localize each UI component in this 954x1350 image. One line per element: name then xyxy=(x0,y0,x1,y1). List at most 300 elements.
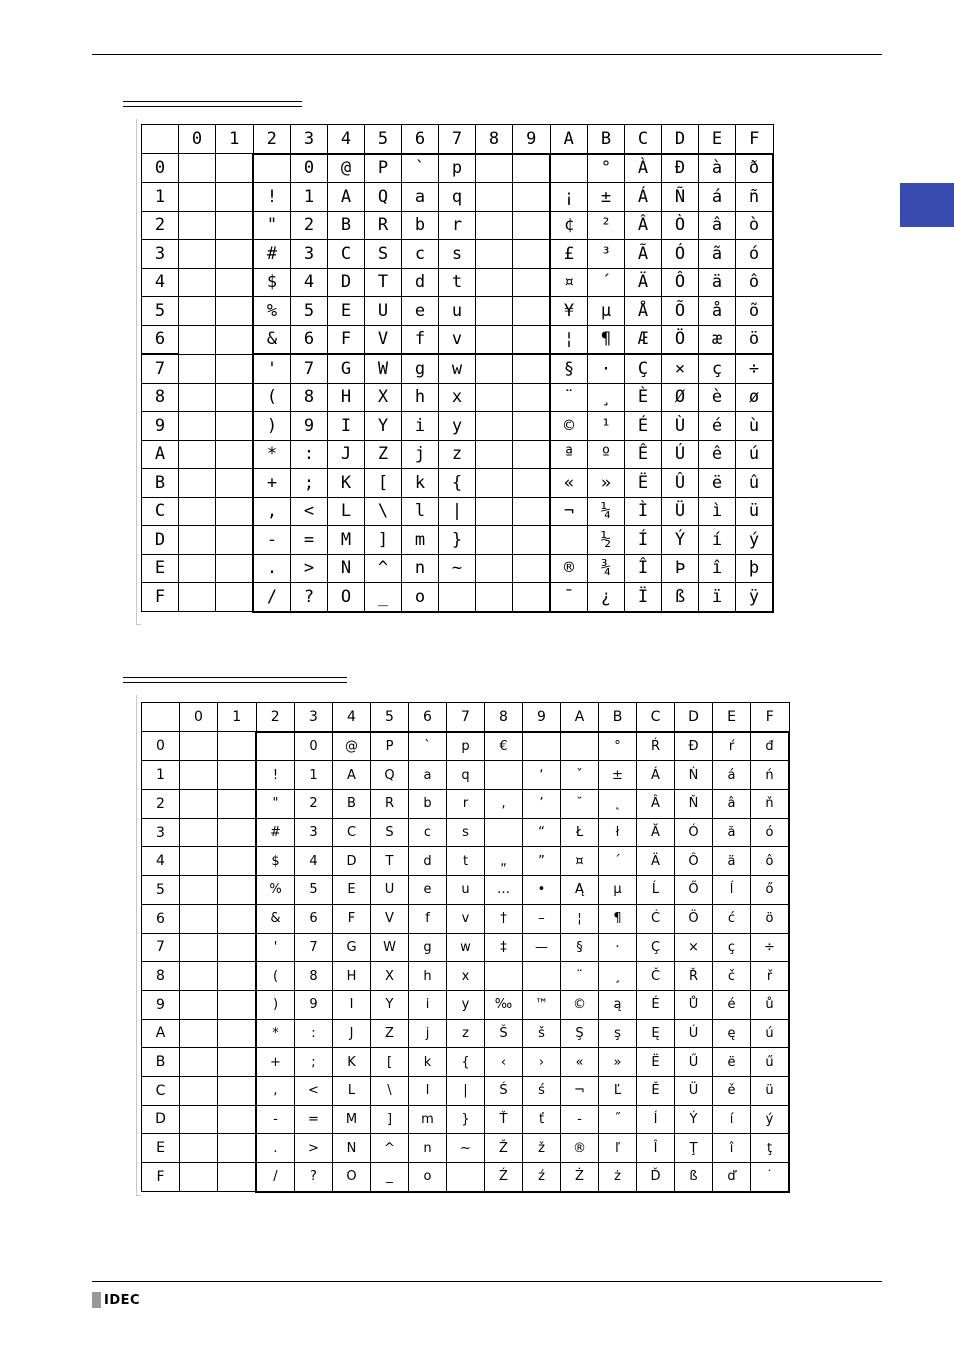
char-cell: Æ xyxy=(625,325,662,354)
char-cell: } xyxy=(439,526,476,555)
column-header: 2 xyxy=(256,703,295,732)
table-row xyxy=(142,554,774,583)
char-cell xyxy=(513,325,551,354)
char-cell: c xyxy=(409,818,447,847)
char-cell: Á xyxy=(625,183,662,212)
column-header: 7 xyxy=(447,703,485,732)
char-cell: E xyxy=(333,876,371,905)
char-cell: – xyxy=(523,904,561,933)
char-cell: Ń xyxy=(675,761,713,790)
char-cell: Q xyxy=(371,761,409,790)
char-cell: 8 xyxy=(295,962,333,991)
char-cell: « xyxy=(561,1048,599,1077)
char-cell xyxy=(476,297,513,326)
char-cell: â xyxy=(713,790,751,819)
row-header: F xyxy=(142,1163,180,1192)
char-cell: ° xyxy=(588,154,625,183)
char-cell xyxy=(513,412,551,441)
char-cell: å xyxy=(699,297,736,326)
char-cell xyxy=(513,240,551,269)
char-cell: Ú xyxy=(662,440,699,469)
row-header: 9 xyxy=(142,412,179,441)
char-cell: $ xyxy=(256,847,295,876)
char-cell: Ż xyxy=(561,1163,599,1192)
char-cell: M xyxy=(328,526,365,555)
char-cell xyxy=(179,183,216,212)
char-cell: N xyxy=(333,1134,371,1163)
char-cell: ë xyxy=(699,469,736,498)
char-cell: Ù xyxy=(662,412,699,441)
char-cell: ¦ xyxy=(561,904,599,933)
char-cell: ä xyxy=(699,268,736,297)
chapter-tab[interactable] xyxy=(900,183,954,227)
char-cell xyxy=(513,354,551,383)
char-cell: V xyxy=(365,325,402,354)
char-cell xyxy=(216,583,254,612)
char-cell: û xyxy=(736,469,774,498)
char-cell: 5 xyxy=(291,297,328,326)
char-cell xyxy=(216,297,254,326)
char-cell: ź xyxy=(523,1163,561,1192)
char-cell: ˝ xyxy=(599,1105,637,1134)
char-cell: ? xyxy=(291,583,328,612)
char-cell xyxy=(216,211,254,240)
char-cell: * xyxy=(253,440,291,469)
char-cell: Í xyxy=(625,526,662,555)
char-cell: ñ xyxy=(736,183,774,212)
char-cell: ~ xyxy=(439,554,476,583)
char-cell: R xyxy=(371,790,409,819)
char-cell: ( xyxy=(253,383,291,412)
char-cell: F xyxy=(333,904,371,933)
char-cell: ˘ xyxy=(561,790,599,819)
char-cell: ¤ xyxy=(561,847,599,876)
header-rule xyxy=(92,54,882,55)
char-cell: ò xyxy=(736,211,774,240)
char-cell: y xyxy=(447,990,485,1019)
char-cell: > xyxy=(295,1134,333,1163)
char-cell: T xyxy=(365,268,402,297)
char-cell: - xyxy=(561,1105,599,1134)
row-header: 4 xyxy=(142,847,180,876)
char-cell: Ş xyxy=(561,1019,599,1048)
row-header: 1 xyxy=(142,761,180,790)
char-cell: O xyxy=(333,1163,371,1192)
char-cell: " xyxy=(253,211,291,240)
char-cell xyxy=(513,469,551,498)
char-cell: º xyxy=(588,440,625,469)
char-cell: ¶ xyxy=(599,904,637,933)
char-cell: . xyxy=(253,554,291,583)
char-cell: Ř xyxy=(675,962,713,991)
char-cell: y xyxy=(439,412,476,441)
column-header: E xyxy=(699,125,736,154)
char-cell xyxy=(179,469,216,498)
char-cell: u xyxy=(447,876,485,905)
char-cell xyxy=(476,268,513,297)
char-cell: d xyxy=(402,268,439,297)
char-cell: ˙ xyxy=(751,1163,790,1192)
char-cell: « xyxy=(550,469,588,498)
char-cell xyxy=(513,583,551,612)
column-header: 0 xyxy=(179,125,216,154)
column-header: A xyxy=(561,703,599,732)
char-cell xyxy=(513,383,551,412)
char-cell: € xyxy=(485,732,523,761)
char-cell: / xyxy=(256,1163,295,1192)
char-cell xyxy=(180,904,218,933)
char-cell: ¿ xyxy=(588,583,625,612)
char-cell: : xyxy=(291,440,328,469)
char-cell: s xyxy=(447,818,485,847)
char-cell: ö xyxy=(751,904,790,933)
char-cell: % xyxy=(253,297,291,326)
char-cell: Ú xyxy=(675,1019,713,1048)
char-cell: # xyxy=(256,818,295,847)
char-cell: ' xyxy=(256,933,295,962)
char-cell xyxy=(513,554,551,583)
char-cell: d xyxy=(409,847,447,876)
char-cell: Ü xyxy=(675,1076,713,1105)
column-header: F xyxy=(736,125,774,154)
char-cell xyxy=(476,154,513,183)
char-cell: ś xyxy=(523,1076,561,1105)
char-cell xyxy=(218,761,257,790)
column-header: D xyxy=(662,125,699,154)
char-cell: » xyxy=(588,469,625,498)
char-cell: ţ xyxy=(751,1134,790,1163)
char-cell: ± xyxy=(588,183,625,212)
char-cell: ³ xyxy=(588,240,625,269)
char-cell: T xyxy=(371,847,409,876)
column-header: B xyxy=(588,125,625,154)
char-cell: Ó xyxy=(662,240,699,269)
row-header: A xyxy=(142,440,179,469)
char-cell: Y xyxy=(365,412,402,441)
char-cell: J xyxy=(328,440,365,469)
char-cell: G xyxy=(333,933,371,962)
char-cell xyxy=(179,554,216,583)
char-cell: f xyxy=(409,904,447,933)
table-row xyxy=(142,962,790,991)
char-cell xyxy=(218,962,257,991)
char-cell: ~ xyxy=(447,1134,485,1163)
char-cell: r xyxy=(439,211,476,240)
row-header: 0 xyxy=(142,732,180,761)
column-header: 3 xyxy=(295,703,333,732)
char-cell: é xyxy=(713,990,751,1019)
char-cell: - xyxy=(253,526,291,555)
char-cell: F xyxy=(328,325,365,354)
row-header: C xyxy=(142,1076,180,1105)
char-cell xyxy=(476,440,513,469)
char-cell xyxy=(218,1163,257,1192)
char-cell: Â xyxy=(625,211,662,240)
char-cell: ‚ xyxy=(485,790,523,819)
table-row xyxy=(142,383,774,412)
char-cell: H xyxy=(333,962,371,991)
char-cell: C xyxy=(333,818,371,847)
char-cell xyxy=(513,211,551,240)
char-cell: ň xyxy=(751,790,790,819)
char-cell xyxy=(447,1163,485,1192)
char-cell: J xyxy=(333,1019,371,1048)
char-cell: ¨ xyxy=(550,383,588,412)
char-cell xyxy=(476,583,513,612)
char-cell: ` xyxy=(409,732,447,761)
logo-text: IDEC xyxy=(104,1292,141,1308)
char-cell: ę xyxy=(713,1019,751,1048)
char-cell: ; xyxy=(295,1048,333,1077)
column-header: E xyxy=(713,703,751,732)
char-cell: Ź xyxy=(485,1163,523,1192)
char-cell xyxy=(179,268,216,297)
char-cell: ç xyxy=(713,933,751,962)
char-cell: [ xyxy=(365,469,402,498)
row-header: 5 xyxy=(142,297,179,326)
char-cell: v xyxy=(439,325,476,354)
char-cell xyxy=(253,154,291,183)
char-cell: ° xyxy=(599,732,637,761)
char-cell: Ð xyxy=(662,154,699,183)
char-cell: ű xyxy=(751,1048,790,1077)
char-cell: Ñ xyxy=(662,183,699,212)
char-cell: ‘ xyxy=(523,761,561,790)
char-cell xyxy=(523,962,561,991)
char-cell xyxy=(180,876,218,905)
char-cell: w xyxy=(447,933,485,962)
char-cell xyxy=(513,154,551,183)
char-cell: Ì xyxy=(625,497,662,526)
char-cell: , xyxy=(256,1076,295,1105)
char-cell xyxy=(523,732,561,761)
char-cell xyxy=(513,268,551,297)
char-cell: _ xyxy=(371,1163,409,1192)
char-cell: l xyxy=(409,1076,447,1105)
column-header: 9 xyxy=(523,703,561,732)
char-cell xyxy=(216,154,254,183)
char-cell: k xyxy=(402,469,439,498)
char-cell: 3 xyxy=(295,818,333,847)
char-cell: z xyxy=(447,1019,485,1048)
char-cell: Ø xyxy=(662,383,699,412)
char-cell: ş xyxy=(599,1019,637,1048)
char-cell: è xyxy=(699,383,736,412)
char-cell: + xyxy=(256,1048,295,1077)
char-cell xyxy=(179,297,216,326)
char-cell xyxy=(439,583,476,612)
char-cell: Š xyxy=(485,1019,523,1048)
char-cell: ¦ xyxy=(550,325,588,354)
char-cell xyxy=(180,1134,218,1163)
char-cell: h xyxy=(402,383,439,412)
row-header: 6 xyxy=(142,325,179,354)
char-cell: 6 xyxy=(291,325,328,354)
char-cell xyxy=(513,297,551,326)
char-cell xyxy=(550,154,588,183)
char-cell: § xyxy=(550,354,588,383)
char-cell: D xyxy=(328,268,365,297)
row-header: 3 xyxy=(142,818,180,847)
char-cell: ř xyxy=(751,962,790,991)
char-cell: ! xyxy=(256,761,295,790)
char-cell: A xyxy=(328,183,365,212)
char-cell xyxy=(216,325,254,354)
char-cell: Ô xyxy=(675,847,713,876)
char-cell: @ xyxy=(328,154,365,183)
char-cell: 5 xyxy=(295,876,333,905)
char-cell: ť xyxy=(523,1105,561,1134)
char-cell xyxy=(180,790,218,819)
char-cell: Đ xyxy=(675,732,713,761)
char-cell: ú xyxy=(751,1019,790,1048)
char-cell xyxy=(216,240,254,269)
char-cell: V xyxy=(371,904,409,933)
char-cell: ß xyxy=(662,583,699,612)
char-cell: Ć xyxy=(637,904,675,933)
char-cell: ¶ xyxy=(588,325,625,354)
char-cell xyxy=(180,732,218,761)
column-header: 9 xyxy=(513,125,551,154)
corner-cell xyxy=(142,125,179,154)
char-cell: ß xyxy=(675,1163,713,1192)
column-header: 3 xyxy=(291,125,328,154)
char-cell: Í xyxy=(637,1105,675,1134)
char-cell: ‰ xyxy=(485,990,523,1019)
char-cell xyxy=(216,554,254,583)
char-cell: m xyxy=(409,1105,447,1134)
char-cell xyxy=(476,469,513,498)
char-cell: Þ xyxy=(662,554,699,583)
char-cell: × xyxy=(675,933,713,962)
char-cell: j xyxy=(402,440,439,469)
row-header: 2 xyxy=(142,790,180,819)
char-cell xyxy=(218,1105,257,1134)
char-cell: — xyxy=(523,933,561,962)
char-cell: ì xyxy=(699,497,736,526)
char-cell xyxy=(179,211,216,240)
char-cell xyxy=(179,154,216,183)
char-cell: . xyxy=(256,1134,295,1163)
char-cell: U xyxy=(371,876,409,905)
char-cell: G xyxy=(328,354,365,383)
char-cell: ¡ xyxy=(550,183,588,212)
char-cell xyxy=(513,526,551,555)
char-cell: ŕ xyxy=(713,732,751,761)
column-header: 8 xyxy=(485,703,523,732)
char-cell: â xyxy=(699,211,736,240)
char-cell: ü xyxy=(736,497,774,526)
char-cell: ú xyxy=(736,440,774,469)
char-cell xyxy=(180,1048,218,1077)
char-cell: · xyxy=(588,354,625,383)
char-cell: X xyxy=(371,962,409,991)
char-cell: B xyxy=(328,211,365,240)
char-cell xyxy=(476,412,513,441)
char-cell xyxy=(513,183,551,212)
char-cell: Ô xyxy=(662,268,699,297)
char-cell: ” xyxy=(523,847,561,876)
char-cell: ! xyxy=(253,183,291,212)
char-cell: æ xyxy=(699,325,736,354)
char-cell xyxy=(179,325,216,354)
char-cell: # xyxy=(253,240,291,269)
char-cell: ´ xyxy=(599,847,637,876)
char-cell: ý xyxy=(736,526,774,555)
char-cell xyxy=(180,990,218,1019)
char-cell: 7 xyxy=(295,933,333,962)
char-cell: É xyxy=(637,990,675,1019)
char-cell: ˛ xyxy=(599,790,637,819)
char-cell: @ xyxy=(333,732,371,761)
char-cell xyxy=(180,1163,218,1192)
char-cell: î xyxy=(713,1134,751,1163)
char-cell: = xyxy=(291,526,328,555)
char-cell: Ś xyxy=(485,1076,523,1105)
char-cell xyxy=(476,354,513,383)
char-cell: z xyxy=(439,440,476,469)
char-cell: Ť xyxy=(485,1105,523,1134)
char-cell: p xyxy=(447,732,485,761)
char-cell: Ä xyxy=(625,268,662,297)
char-cell: ë xyxy=(713,1048,751,1077)
char-cell: ˇ xyxy=(561,761,599,790)
char-cell: i xyxy=(402,412,439,441)
char-cell xyxy=(476,383,513,412)
char-cell: ó xyxy=(736,240,774,269)
char-cell: 8 xyxy=(291,383,328,412)
char-cell: s xyxy=(439,240,476,269)
char-cell: ů xyxy=(751,990,790,1019)
table-row xyxy=(142,526,774,555)
char-cell xyxy=(218,904,257,933)
char-cell: ¹ xyxy=(588,412,625,441)
char-cell: ) xyxy=(256,990,295,1019)
char-cell xyxy=(513,497,551,526)
char-cell xyxy=(179,440,216,469)
char-cell: ï xyxy=(699,583,736,612)
char-cell: ‡ xyxy=(485,933,523,962)
column-header: 8 xyxy=(476,125,513,154)
row-header: 8 xyxy=(142,962,180,991)
char-cell: õ xyxy=(736,297,774,326)
char-cell: ª xyxy=(550,440,588,469)
char-cell: ¯ xyxy=(550,583,588,612)
char-cell: Ň xyxy=(675,790,713,819)
char-cell: ÷ xyxy=(736,354,774,383)
row-header: 7 xyxy=(142,354,179,383)
char-cell: \ xyxy=(365,497,402,526)
char-cell: Ò xyxy=(662,211,699,240)
column-header: 7 xyxy=(439,125,476,154)
char-cell: Ç xyxy=(637,933,675,962)
table-row xyxy=(142,325,774,354)
char-cell xyxy=(180,1076,218,1105)
char-cell: ê xyxy=(699,440,736,469)
char-cell: 0 xyxy=(291,154,328,183)
char-cell: Ą xyxy=(561,876,599,905)
char-cell: Ŕ xyxy=(637,732,675,761)
char-cell: q xyxy=(447,761,485,790)
row-header: E xyxy=(142,554,179,583)
column-header: 1 xyxy=(218,703,257,732)
char-cell: K xyxy=(328,469,365,498)
char-cell: X xyxy=(365,383,402,412)
column-header: 0 xyxy=(180,703,218,732)
char-cell: é xyxy=(699,412,736,441)
char-cell xyxy=(218,847,257,876)
char-cell: b xyxy=(409,790,447,819)
